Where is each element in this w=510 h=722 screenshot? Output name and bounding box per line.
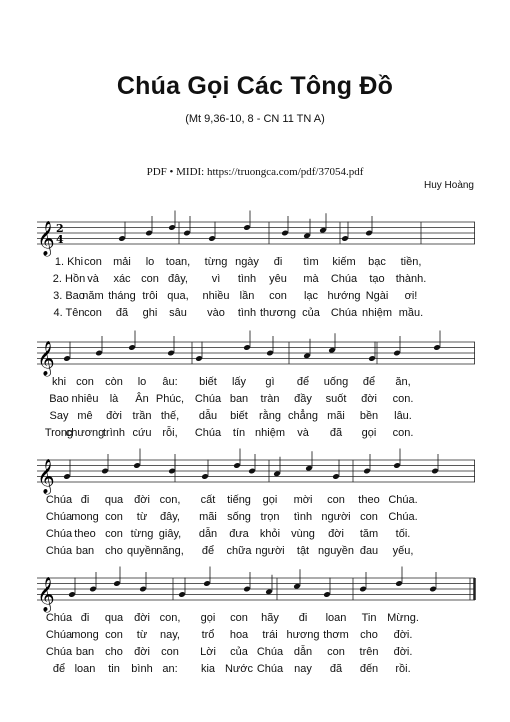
- lyric-syllable: con.: [392, 427, 414, 439]
- lyric-syllable: năng,: [156, 545, 184, 557]
- lyric-syllable: Chúa: [45, 646, 73, 658]
- lyric-line: [37, 629, 475, 643]
- lyric-syllable: người: [255, 545, 285, 557]
- lyric-syllable: toan,: [165, 256, 191, 268]
- lyric-syllable: theo: [74, 528, 96, 540]
- lyric-syllable: xác: [113, 273, 131, 285]
- lyric-syllable: con: [360, 511, 378, 523]
- lyric-syllable: tình: [293, 511, 313, 523]
- lyric-syllable: nguyền: [317, 545, 355, 557]
- lyric-syllable: cho: [360, 629, 378, 641]
- staff: [37, 332, 475, 382]
- lyric-syllable: chữa: [226, 545, 252, 557]
- lyric-syllable: con: [105, 629, 123, 641]
- lyric-line: [37, 528, 475, 542]
- lyric-syllable: để: [296, 376, 310, 388]
- lyric-syllable: ơi!: [404, 290, 418, 302]
- lyric-syllable: quyền: [127, 545, 157, 557]
- lyric-syllable: Nước: [224, 663, 254, 675]
- lyric-syllable: Chúa: [330, 307, 358, 319]
- lyric-syllable: từng: [204, 256, 228, 268]
- treble-clef-icon: 𝄞: [37, 577, 55, 612]
- song-title: Chúa Gọi Các Tông Đồ: [116, 72, 394, 100]
- lyric-syllable: mời: [293, 494, 313, 506]
- lyric-syllable: mầu.: [398, 307, 424, 319]
- lyric-syllable: bền: [359, 410, 379, 422]
- lyric-syllable: trôi: [142, 290, 158, 302]
- lyric-syllable: yếu,: [392, 545, 414, 557]
- lyric-syllable: mong: [71, 511, 99, 523]
- lyric-syllable: dẫn: [293, 646, 313, 658]
- lyric-syllable: hãy: [261, 612, 279, 624]
- lyric-syllable: Say: [49, 410, 69, 422]
- lyric-syllable: Chúa: [330, 273, 358, 285]
- lyric-syllable: con: [327, 646, 345, 658]
- lyric-syllable: gọi: [262, 494, 278, 506]
- lyric-syllable: còn: [105, 376, 123, 388]
- lyric-line: [37, 273, 475, 287]
- lyric-syllable: con: [141, 273, 159, 285]
- lyric-syllable: ban: [75, 646, 95, 658]
- lyric-syllable: lạc: [303, 290, 319, 302]
- lyric-syllable: mê: [77, 410, 93, 422]
- lyric-syllable: theo: [358, 494, 380, 506]
- lyric-syllable: gì: [265, 376, 275, 388]
- lyric-syllable: con: [230, 612, 248, 624]
- lyric-syllable: kia: [200, 663, 216, 675]
- lyric-syllable: đã: [329, 427, 343, 439]
- lyric-syllable: của: [302, 307, 320, 319]
- lyric-syllable: cho: [105, 646, 123, 658]
- lyric-syllable: ghi: [142, 307, 158, 319]
- lyric-syllable: con,: [159, 494, 181, 506]
- lyric-syllable: đời: [361, 393, 377, 405]
- lyric-syllable: chương: [65, 427, 105, 439]
- lyric-syllable: tạo: [369, 273, 385, 285]
- lyric-syllable: ngày: [235, 256, 259, 268]
- lyric-syllable: âu:: [162, 376, 178, 388]
- lyric-syllable: nay: [294, 663, 312, 675]
- lyric-syllable: Bao: [49, 393, 69, 405]
- lyric-syllable: sống: [227, 511, 251, 523]
- lyric-syllable: con: [327, 494, 345, 506]
- lyric-syllable: Tin: [361, 612, 377, 624]
- lyric-syllable: đi: [273, 256, 283, 268]
- lyric-syllable: đời: [134, 646, 150, 658]
- lyric-syllable: khi: [51, 376, 67, 388]
- lyric-syllable: tìm: [303, 256, 319, 268]
- lyric-syllable: thương: [260, 307, 296, 319]
- lyric-line: [37, 427, 475, 441]
- lyric-syllable: cho: [105, 545, 123, 557]
- lyric-syllable: mải: [113, 256, 131, 268]
- lyric-syllable: 3. Bao: [53, 290, 85, 302]
- lyric-syllable: tối.: [395, 528, 411, 540]
- lyric-syllable: suốt: [325, 393, 347, 405]
- lyric-line: [37, 663, 475, 677]
- lyric-syllable: nhiệm: [255, 427, 285, 439]
- lyric-syllable: đi: [80, 612, 90, 624]
- lyric-syllable: tín: [232, 427, 246, 439]
- lyric-syllable: trổ: [201, 629, 215, 641]
- lyric-syllable: tin: [108, 663, 120, 675]
- lyric-syllable: tràn: [260, 393, 280, 405]
- lyric-syllable: mà: [303, 273, 319, 285]
- lyric-syllable: đời: [328, 528, 344, 540]
- lyric-syllable: qua: [104, 612, 124, 624]
- song-subtitle: (Mt 9,36-10, 8 - CN 11 TN A): [185, 113, 325, 125]
- lyric-syllable: người: [321, 511, 351, 523]
- lyric-line: [37, 393, 475, 407]
- lyric-syllable: của: [230, 646, 248, 658]
- lyric-syllable: Phúc,: [155, 393, 185, 405]
- lyric-syllable: qua,: [167, 290, 189, 302]
- lyric-syllable: con,: [159, 612, 181, 624]
- lyric-syllable: dẫn: [198, 528, 218, 540]
- lyric-syllable: mong: [71, 629, 99, 641]
- lyric-syllable: dẫu: [198, 410, 218, 422]
- lyric-syllable: lo: [145, 256, 155, 268]
- lyric-syllable: nay,: [160, 629, 180, 641]
- lyric-syllable: lấy: [231, 376, 247, 388]
- lyric-syllable: cất: [200, 494, 216, 506]
- treble-clef-icon: 𝄞: [37, 459, 55, 494]
- lyric-syllable: nhiệm: [362, 307, 392, 319]
- lyric-syllable: Ngài: [365, 290, 389, 302]
- lyric-syllable: bạc: [368, 256, 386, 268]
- lyric-syllable: tình: [237, 273, 257, 285]
- lyric-syllable: đến: [359, 663, 379, 675]
- lyric-syllable: rồi.: [395, 663, 411, 675]
- lyric-syllable: đây,: [168, 273, 188, 285]
- lyric-syllable: từ: [136, 629, 148, 641]
- lyric-syllable: Trong: [44, 427, 74, 439]
- lyric-syllable: đời.: [393, 629, 413, 641]
- lyric-syllable: đau: [359, 545, 379, 557]
- lyric-syllable: Chúa: [256, 646, 284, 658]
- lyric-syllable: Chúa: [45, 612, 73, 624]
- lyric-syllable: đây,: [160, 511, 180, 523]
- lyric-syllable: an:: [162, 663, 178, 675]
- lyric-syllable: Mừng.: [387, 612, 419, 624]
- lyric-syllable: để: [52, 663, 66, 675]
- lyric-line: [37, 290, 475, 304]
- lyric-syllable: để: [362, 376, 376, 388]
- lyric-syllable: Lời: [200, 646, 216, 658]
- lyric-syllable: gọi: [361, 427, 377, 439]
- lyric-syllable: con.: [392, 393, 414, 405]
- lyric-syllable: thành.: [395, 273, 427, 285]
- lyric-syllable: tiền,: [400, 256, 422, 268]
- treble-clef-icon: 𝄞: [37, 341, 55, 376]
- lyric-syllable: Chúa: [45, 629, 73, 641]
- lyric-syllable: hướng: [327, 290, 361, 302]
- lyric-syllable: khỏi: [259, 528, 281, 540]
- lyric-syllable: Chúa: [45, 528, 73, 540]
- lyric-syllable: trái: [262, 629, 278, 641]
- lyric-syllable: con: [105, 528, 123, 540]
- lyric-syllable: trình: [102, 427, 126, 439]
- lyric-line: [37, 410, 475, 424]
- lyric-syllable: hương: [286, 629, 320, 641]
- lyric-syllable: nhiều: [202, 290, 230, 302]
- lyric-syllable: giây,: [158, 528, 182, 540]
- lyric-syllable: đã: [329, 663, 343, 675]
- lyric-syllable: chẳng: [288, 410, 318, 422]
- lyric-syllable: và: [87, 273, 99, 285]
- lyric-syllable: tiếng: [227, 494, 251, 506]
- staff: [37, 568, 475, 618]
- lyric-syllable: Chúa: [45, 545, 73, 557]
- staff: [37, 212, 475, 262]
- lyric-syllable: loan: [74, 663, 96, 675]
- lyric-syllable: vào: [207, 307, 225, 319]
- lyric-syllable: lo: [137, 376, 147, 388]
- lyric-syllable: và: [297, 427, 309, 439]
- lyric-syllable: sâu: [169, 307, 187, 319]
- lyric-syllable: biết: [199, 376, 217, 388]
- lyric-line: [37, 256, 475, 270]
- lyric-syllable: tình: [237, 307, 257, 319]
- lyric-line: [37, 511, 475, 525]
- lyric-syllable: ăn,: [395, 376, 411, 388]
- lyric-syllable: rằng: [258, 410, 282, 422]
- lyric-syllable: con: [269, 290, 287, 302]
- lyric-syllable: từng: [130, 528, 154, 540]
- lyric-syllable: đi: [298, 612, 308, 624]
- lyric-syllable: trần: [132, 410, 152, 422]
- lyric-syllable: mãi: [327, 410, 345, 422]
- lyric-syllable: rỗi,: [162, 427, 178, 439]
- lyric-syllable: Chúa: [194, 393, 222, 405]
- lyric-syllable: nhiêu: [71, 393, 99, 405]
- lyric-syllable: từ: [136, 511, 148, 523]
- music-system: [37, 568, 475, 678]
- lyric-syllable: yêu: [269, 273, 287, 285]
- lyric-syllable: Chúa: [45, 511, 73, 523]
- lyric-syllable: tật: [296, 545, 310, 557]
- music-system: [37, 212, 475, 322]
- time-signature-top: 2: [56, 222, 64, 235]
- lyric-syllable: là: [109, 393, 119, 405]
- lyric-syllable: con: [105, 511, 123, 523]
- lyric-syllable: thơm: [323, 629, 349, 641]
- lyric-syllable: đưa: [229, 528, 249, 540]
- lyric-syllable: 2. Hồn: [52, 273, 86, 285]
- lyric-syllable: con: [76, 376, 94, 388]
- composer-name: Huy Hoàng: [423, 180, 474, 191]
- music-system: [37, 450, 475, 560]
- lyric-syllable: loan: [325, 612, 347, 624]
- lyric-syllable: Ân: [135, 393, 149, 405]
- lyric-line: [37, 646, 475, 660]
- lyric-line: [37, 545, 475, 559]
- lyric-line: [37, 307, 475, 321]
- music-system: [37, 332, 475, 442]
- lyric-syllable: lâu.: [394, 410, 412, 422]
- lyric-syllable: bình: [131, 663, 153, 675]
- lyric-syllable: đời.: [393, 646, 413, 658]
- lyric-line: [37, 376, 475, 390]
- lyric-line: [37, 612, 475, 626]
- lyric-syllable: trên: [359, 646, 379, 658]
- treble-clef-icon: 𝄞: [37, 221, 55, 256]
- lyric-syllable: đầy: [294, 393, 312, 405]
- lyric-syllable: trọn: [260, 511, 280, 523]
- lyric-syllable: kiếm: [332, 256, 356, 268]
- lyric-syllable: đi: [80, 494, 90, 506]
- staff: [37, 450, 475, 500]
- lyric-syllable: đời: [106, 410, 122, 422]
- lyric-syllable: 1. Khi: [54, 256, 84, 268]
- lyric-syllable: Chúa.: [388, 511, 418, 523]
- lyric-syllable: con: [161, 646, 179, 658]
- lyric-syllable: đã: [115, 307, 129, 319]
- lyric-syllable: ban: [75, 545, 95, 557]
- lyric-syllable: lần: [239, 290, 255, 302]
- lyric-syllable: Chúa: [256, 663, 284, 675]
- lyric-syllable: uống: [323, 376, 349, 388]
- lyric-syllable: đời: [134, 494, 150, 506]
- lyric-syllable: Chúa.: [388, 494, 418, 506]
- lyric-syllable: năm: [82, 290, 104, 302]
- lyric-syllable: biết: [230, 410, 248, 422]
- lyric-syllable: thế,: [160, 410, 180, 422]
- lyric-syllable: ban: [229, 393, 249, 405]
- time-signature-bottom: 4: [56, 233, 64, 246]
- lyric-syllable: 4. Tên: [53, 307, 85, 319]
- lyric-syllable: con: [84, 256, 102, 268]
- lyric-syllable: qua: [104, 494, 124, 506]
- lyric-syllable: cứu: [132, 427, 152, 439]
- lyric-line: [37, 494, 475, 508]
- lyric-syllable: hoa: [229, 629, 249, 641]
- source-link-text: PDF • MIDI: https://truongca.com/pdf/37054.pdf: [146, 166, 364, 178]
- lyric-syllable: vùng: [291, 528, 315, 540]
- lyric-syllable: tăm: [359, 528, 379, 540]
- lyric-syllable: đời: [134, 612, 150, 624]
- lyric-syllable: tháng: [108, 290, 136, 302]
- lyric-syllable: Chúa: [194, 427, 222, 439]
- lyric-syllable: Chúa: [45, 494, 73, 506]
- lyric-syllable: vì: [211, 273, 221, 285]
- lyric-syllable: con: [84, 307, 102, 319]
- lyric-syllable: để: [201, 545, 215, 557]
- lyric-syllable: mãi: [199, 511, 217, 523]
- lyric-syllable: gọi: [200, 612, 216, 624]
